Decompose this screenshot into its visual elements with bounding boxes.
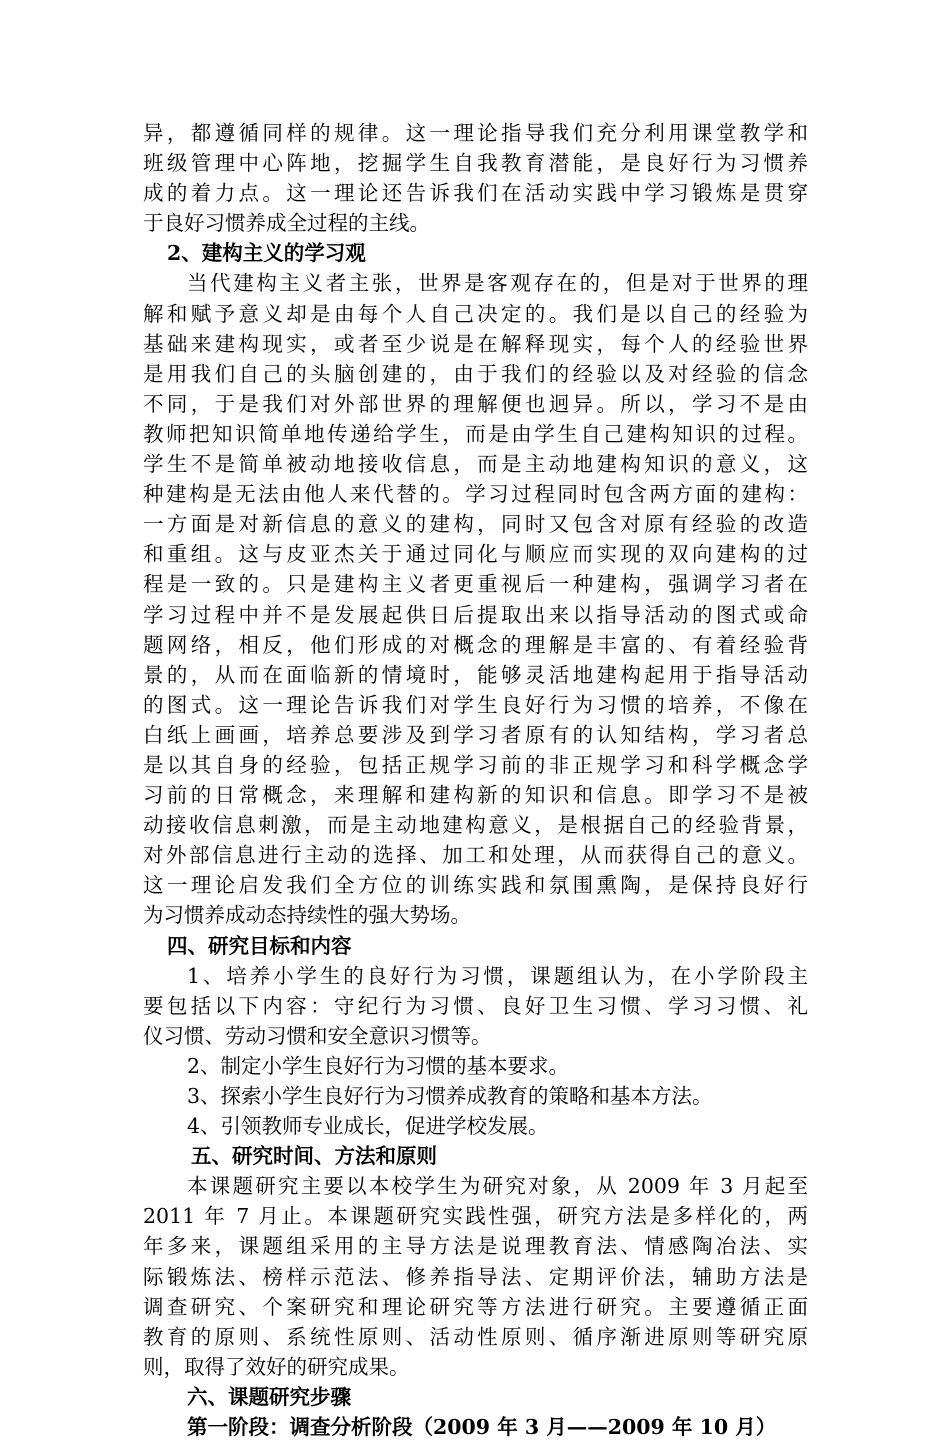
phase-one-heading: 第一阶段：调查分析阶段（2009 年 3 月——2009 年 10 月） <box>187 1415 777 1440</box>
paragraph-line: 基础来建构现实，或者至少说是在解释现实，每个人的经验世界 <box>143 331 808 356</box>
paragraph-line: 是用我们自己的头脑创建的，由于我们的经验以及对经验的信念 <box>143 361 808 386</box>
paragraph-line: 程是一致的。只是建构主义者更重视后一种建构，强调学习者在 <box>143 572 808 597</box>
paragraph-line: 2011 年 7 月止。本课题研究实践性强，研究方法是多样化的，两 <box>143 1204 808 1229</box>
paragraph-line: 年多来，课题组采用的主导方法是说理教育法、情感陶冶法、实 <box>143 1234 808 1259</box>
paragraph-line: 教育的原则、系统性原则、活动性原则、循序渐进原则等研究原 <box>143 1324 808 1349</box>
paragraph-line: 题网络，相反，他们形成的对概念的理解是丰富的、有着经验背 <box>143 632 808 657</box>
paragraph-line: 解和赋予意义却是由每个人自己决定的。我们是以自己的经验为 <box>143 301 808 326</box>
paragraph-line: 习前的日常概念，来理解和建构新的知识和信息。即学习不是被 <box>143 783 808 808</box>
paragraph-line: 成的着力点。这一理论还告诉我们在活动实践中学习锻炼是贯穿 <box>143 181 808 206</box>
paragraph-line: 本课题研究主要以本校学生为研究对象，从 2009 年 3 月起至 <box>187 1174 808 1199</box>
paragraph-line: 白纸上画画，培养总要涉及到学习者原有的认知结构，学习者总 <box>143 722 808 747</box>
paragraph-line: 不同，于是我们对外部世界的理解便也迥异。所以，学习不是由 <box>143 391 808 416</box>
goal-item-4: 4、引领教师专业成长，促进学校发展。 <box>187 1114 549 1139</box>
paragraph-line: 则，取得了效好的研究成果。 <box>143 1354 410 1379</box>
paragraph-line: 于良好习惯养成全过程的主线。 <box>143 211 430 236</box>
paragraph-line: 当代建构主义者主张，世界是客观存在的，但是对于世界的理 <box>187 271 808 296</box>
goal-item-3: 3、探索小学生良好行为习惯养成教育的策略和基本方法。 <box>187 1084 713 1108</box>
paragraph-line: 仪习惯、劳动习惯和安全意识习惯等。 <box>143 1023 492 1048</box>
paragraph-line: 1、培养小学生的良好行为习惯，课题组认为，在小学阶段主 <box>187 963 808 988</box>
paragraph-line: 是以其自身的经验，包括正规学习前的非正规学习和科学概念学 <box>143 752 808 777</box>
paragraph-line: 对外部信息进行主动的选择、加工和处理，从而获得自己的意义。 <box>143 843 808 868</box>
goal-item-2: 2、制定小学生良好行为习惯的基本要求。 <box>187 1053 570 1078</box>
paragraph-line: 要包括以下内容：守纪行为习惯、良好卫生习惯、学习习惯、礼 <box>143 993 808 1018</box>
paragraph-line: 动接收信息刺激，而是主动地建构意义，是根据自己的经验背景， <box>143 813 808 838</box>
paragraph-line: 为习惯养成动态持续性的强大势场。 <box>143 903 471 928</box>
paragraph-line: 异，都遵循同样的规律。这一理论指导我们充分利用课堂教学和 <box>143 121 808 145</box>
paragraph-line: 学习过程中并不是发展起供日后提取出来以指导活动的图式或命 <box>143 602 808 627</box>
section-heading-goals: 四、研究目标和内容 <box>167 933 352 958</box>
section-heading-methods: 五、研究时间、方法和原则 <box>191 1144 437 1169</box>
paragraph-line: 一方面是对新信息的意义的建构，同时又包含对原有经验的改造 <box>143 512 808 537</box>
paragraph-line: 的图式。这一理论告诉我们对学生良好行为习惯的培养，不像在 <box>143 692 808 717</box>
paragraph-line: 教师把知识简单地传递给学生，而是由学生自己建构知识的过程。 <box>143 421 808 446</box>
subheading-constructivism: 2、建构主义的学习观 <box>167 241 366 266</box>
paragraph-line: 调查研究、个案研究和理论研究等方法进行研究。主要遵循正面 <box>143 1294 808 1319</box>
paragraph-line: 班级管理中心阵地，挖掘学生自我教育潜能，是良好行为习惯养 <box>143 151 808 176</box>
paragraph-line: 学生不是简单被动地接收信息，而是主动地建构知识的意义，这 <box>143 452 808 477</box>
paragraph-line: 和重组。这与皮亚杰关于通过同化与顺应而实现的双向建构的过 <box>143 542 808 567</box>
section-heading-steps: 六、课题研究步骤 <box>187 1384 351 1409</box>
paragraph-line: 种建构是无法由他人来代替的。学习过程同时包含两方面的建构： <box>143 482 808 507</box>
document-body <box>143 118 808 1442</box>
paragraph-line: 这一理论启发我们全方位的训练实践和氛围熏陶，是保持良好行 <box>143 873 808 898</box>
paragraph-line: 际锻炼法、榜样示范法、修养指导法、定期评价法，辅助方法是 <box>143 1264 808 1289</box>
paragraph-line: 景的，从而在面临新的情境时，能够灵活地建构起用于指导活动 <box>143 662 808 687</box>
